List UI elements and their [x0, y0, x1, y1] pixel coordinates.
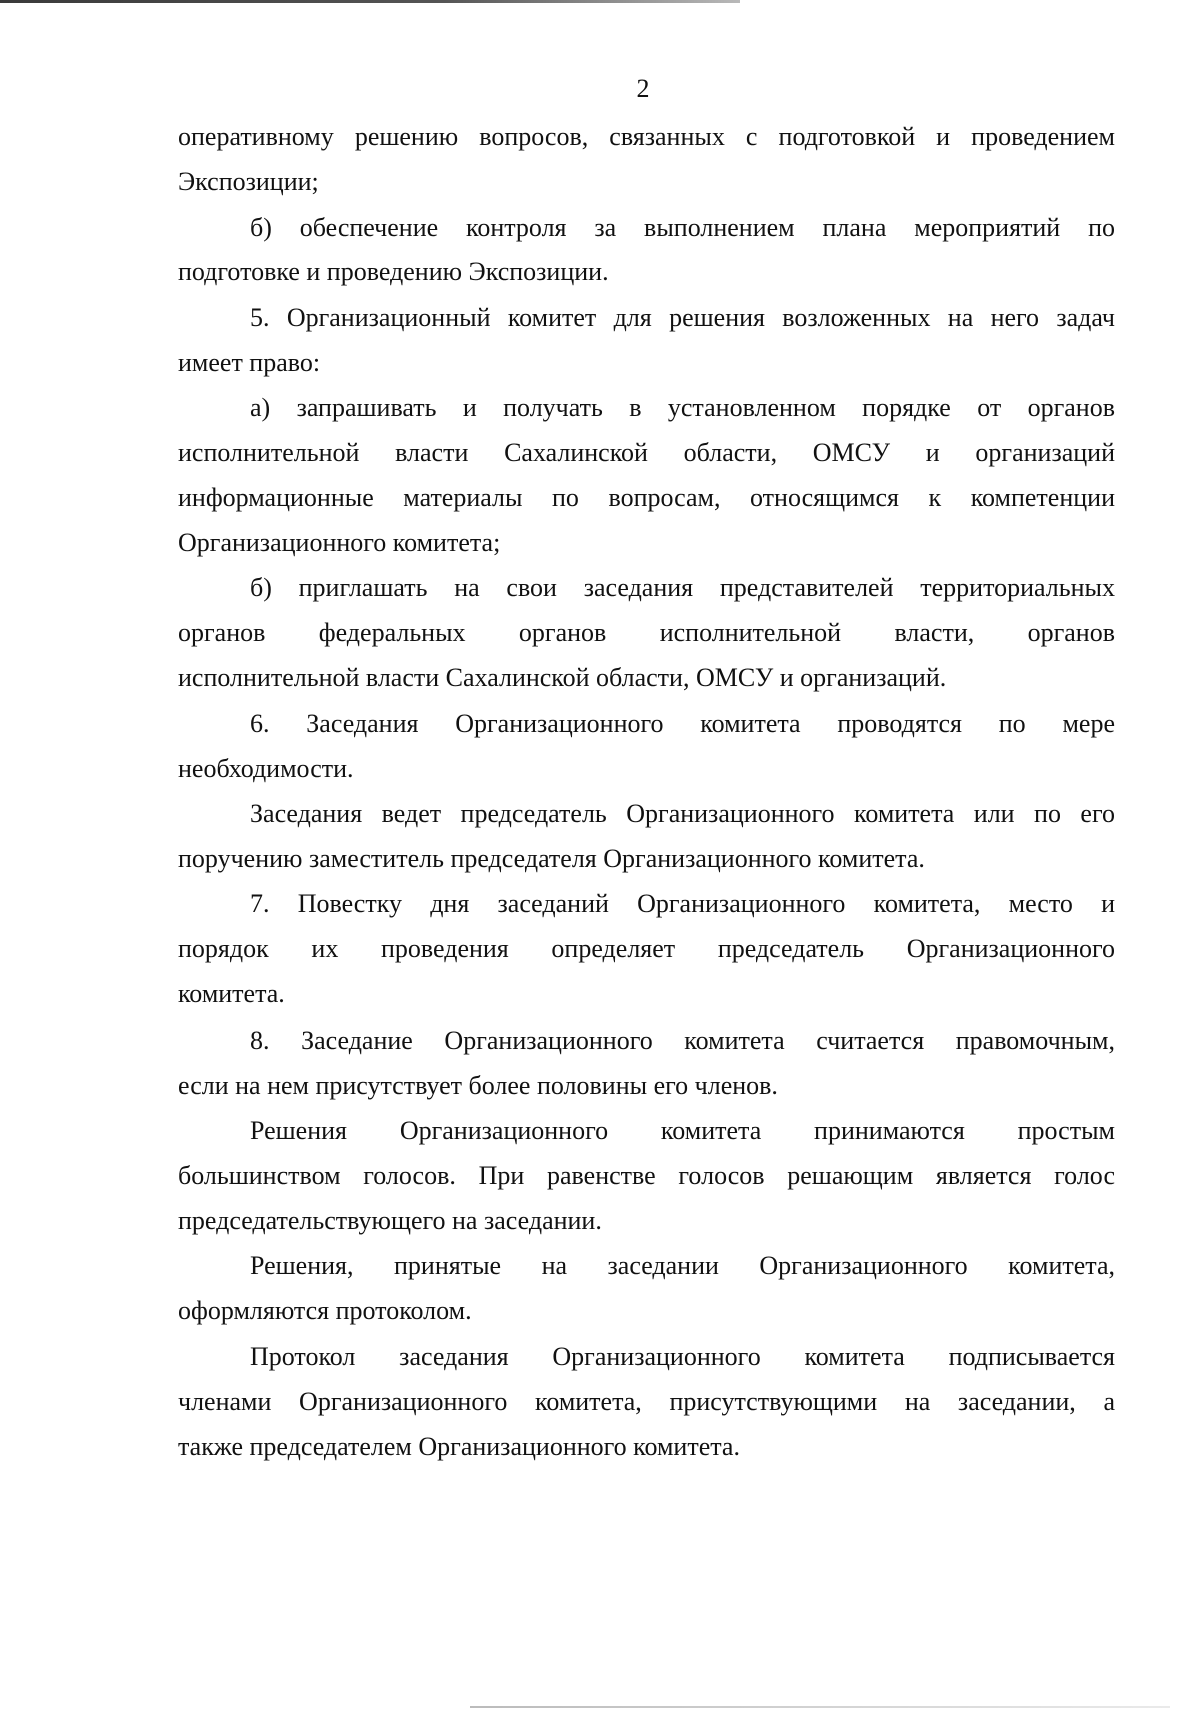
- text-line: Протокол заседания Организационного комитета подписывается: [250, 1342, 1115, 1371]
- text-line: членами Организационного комитета, присутствующими на заседании, а: [178, 1387, 1115, 1416]
- text-line: 5. Организационный комитет для решения возложенных на него задач: [250, 303, 1115, 332]
- text-line: также председателем Организационного комитета.: [178, 1432, 740, 1461]
- text-line: поручению заместитель председателя Организационного комитета.: [178, 844, 925, 873]
- text-line: подготовке и проведению Экспозиции.: [178, 257, 609, 286]
- text-line: 6. Заседания Организационного комитета проводятся по мере: [250, 709, 1115, 738]
- text-line: 8. Заседание Организационного комитета считается правомочным,: [250, 1026, 1115, 1055]
- text-line: председательствующего на заседании.: [178, 1206, 602, 1235]
- text-line: оформляются протоколом.: [178, 1296, 472, 1325]
- text-line: Решения, принятые на заседании Организационного комитета,: [250, 1251, 1115, 1280]
- text-line: исполнительной власти Сахалинской области, ОМСУ и организаций.: [178, 663, 947, 692]
- text-line: оперативному решению вопросов, связанных с подготовкой и проведением: [178, 122, 1115, 151]
- text-line: порядок их проведения определяет председатель Организационного: [178, 934, 1115, 963]
- text-line: а) запрашивать и получать в установленном порядке от органов: [250, 393, 1115, 422]
- text-line: 7. Повестку дня заседаний Организационного комитета, место и: [250, 889, 1115, 918]
- text-line: Экспозиции;: [178, 167, 319, 196]
- text-line: Организационного комитета;: [178, 528, 501, 557]
- page-number: 2: [636, 74, 650, 103]
- text-line: б) обеспечение контроля за выполнением плана мероприятий по: [250, 213, 1115, 242]
- text-line: комитета.: [178, 979, 285, 1008]
- text-line: если на нем присутствует более половины его членов.: [178, 1071, 778, 1100]
- text-line: необходимости.: [178, 754, 354, 783]
- scan-edge-bottom: [470, 1706, 1170, 1708]
- text-line: Решения Организационного комитета принимаются простым: [250, 1116, 1115, 1145]
- text-line: большинством голосов. При равенстве голосов решающим является голос: [178, 1161, 1115, 1190]
- text-line: Заседания ведет председатель Организационного комитета или по его: [250, 799, 1115, 828]
- text-line: исполнительной власти Сахалинской области, ОМСУ и организаций: [178, 438, 1115, 467]
- text-line: информационные материалы по вопросам, относящимся к компетенции: [178, 483, 1115, 512]
- text-line: б) приглашать на свои заседания представителей территориальных: [250, 573, 1115, 602]
- text-line: органов федеральных органов исполнительной власти, органов: [178, 618, 1115, 647]
- text-line: имеет право:: [178, 348, 321, 377]
- scan-edge-top: [0, 0, 740, 3]
